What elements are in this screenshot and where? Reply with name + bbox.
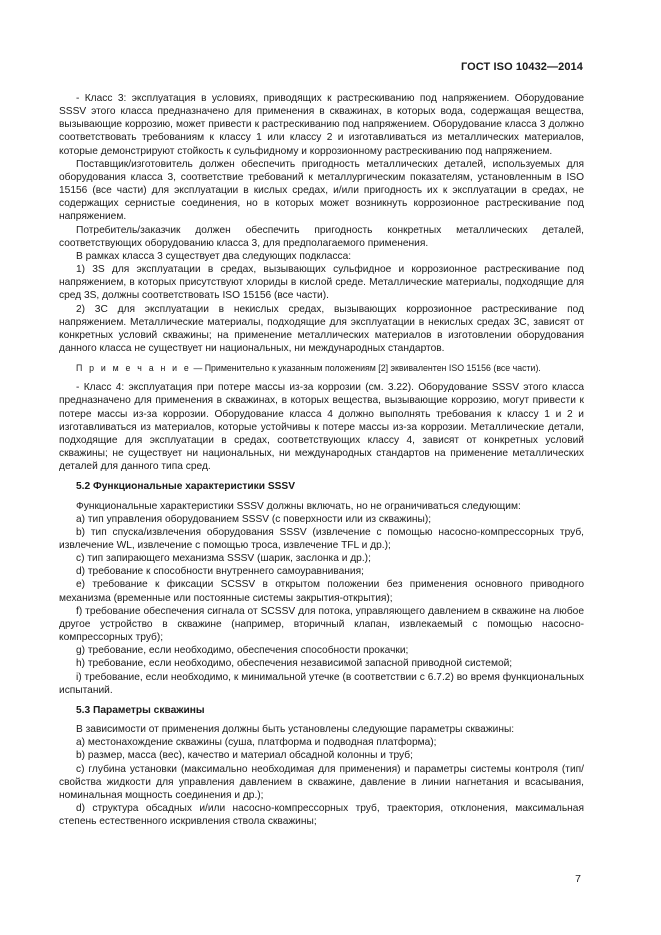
paragraph-supplier: Поставщик/изготовитель должен обеспечить пригодность металлических деталей, используемых для оборудования класса 3, соответствие требований к металлургическим показателям, установленным в ISO 15156 (все части) для эксплуатации в кислых средах, и/или пригодность их к эксплуатации в средах, не содержащих сернистые соединения, но в которых может возникнуть коррозионное растрескивание под напряжением. [59,158,584,223]
note [59,362,584,375]
list-item: В зависимости от применения должны быть установлены следующие параметры скважины: [76,724,515,736]
list-item: i) требование, если необходимо, к минимальной утечке (в соответствии с 6.7.2) во время функциональных испытаний. [59,671,584,696]
list-item: e) требование к фиксации SCSSV в открытом положении без применения основного приводного механизма (временные или постоянные системы закрытия-открытия); [59,579,584,604]
paragraph-class4: - Класс 4: эксплуатация при потере массы из-за коррозии (см. 3.22). Оборудование SSSV этого класса предназначено для применения в скважинах, в которых вещества, вызывающие коррозию, могут привести к потере массы из-за коррозии. Оборудование класса 4 должно выполнять требования к классу 1 и 2 и изготавливаться из материалов, которые устойчивы к потере массы из-за коррозии. Металлические детали, подходящие для эксплуатации в средах, соответствующих классу 4, зависят от конкретных условий скважины; не существует ни национальных, ни международных стандартов на применение металлических деталей для данного типа сред. [59,382,584,473]
note-text: — Применительно к указанным положениям [2] эквивалентен ISO 15156 (все части). [191,363,541,374]
page-number: 7 [575,873,581,885]
paragraph-subclass-3c: 2) 3C для эксплуатации в некислых средах, вызывающих коррозионное растрескивание под напряжением. Металлические материалы, подходящие для эксплуатации в некислых средах 3C, зависят от конкретных условий скважины; на применение металлических материалов в изготовлении оборудования данного класса не существует ни национальных, ни международных стандартов. [59,303,584,354]
list-item: c) тип запирающего механизма SSSV (шарик, заслонка и др.); [76,553,371,565]
list-item: d) требование к способности внутреннего самоуравнивания; [76,566,364,578]
document-header: ГОСТ ISO 10432—2014 [460,61,583,73]
list-item: b) тип спуска/извлечения оборудования SSSV (извлечение с помощью насосно-компрессорных труб, извлечение WL, извлечение с помощью троса, извлечение TFL и др.); [59,526,584,551]
list-item: Функциональные характеристики SSSV должны включать, но не ограничиваться следующим: [76,500,521,512]
list-item: a) местонахождение скважины (суша, платформа и подводная платформа); [76,737,437,749]
list-item: a) тип управления оборудованием SSSV (с поверхности или из скважины); [76,513,432,525]
document-body [59,92,584,828]
paragraph-subclasses-intro: В рамках класса 3 существует два следующих подкласса: [76,250,352,262]
list-item: b) размер, масса (вес), качество и материал обсадной колонны и труб; [76,750,413,762]
section-heading-5-3: 5.3 Параметры скважины [76,704,205,716]
paragraph-customer: Потребитель/заказчик должен обеспечить пригодность конкретных металлических деталей, соответствующих оборудованию класса 3, для предполагаемого применения. [59,224,584,249]
note-label: П р и м е ч а н и е [76,363,192,374]
list-item: c) глубина установки (максимально необходимая для применения) и параметры системы контроля (тип/свойства жидкости для управления давлением в скважине, давление в линии нагнетания и всасывания, номинальная мощность соединения и др.); [59,763,584,801]
list-item: d) структура обсадных и/или насосно-компрессорных труб, траектория, отклонения, максимальная степень естественного искривления ствола скважины; [59,802,584,828]
paragraph-class3: - Класс 3: эксплуатация в условиях, приводящих к растрескиванию под напряжением. Оборудование SSSV этого класса предназначено для применения в скважинах, в которых вода, содержащая вещества, вызывающие коррозию, может привести к растрескиванию под напряжением. Оборудование класса 3 должно соответствовать требованиям к классу 1 или классу 2 и изготавливаться из металлических материалов, которые демонстрируют стойкость к сульфидному и коррозионному растрескиванию под напряжением. [59,93,584,157]
list-item: f) требование обеспечения сигнала от SCSSV для потока, управляющего давлением в скважине на любое другое устройство в скважине (например, вторичный клапан, извлекаемый с помощью насосно-компрессорных труб); [59,605,584,644]
list-item: g) требование, если необходимо, обеспечения способности прокачки; [76,645,409,657]
list-item: h) требование, если необходимо, обеспечения независимой запасной приводной системой; [76,658,513,670]
paragraph-subclass-3s: 1) 3S для эксплуатации в средах, вызывающих сульфидное и коррозионное растрескивание под напряжением, в которых присутствуют хлориды в кислой среде. Металлические материалы, подходящие для сред 3S, должны соответствовать ISO 15156 (все части). [59,264,584,302]
section-heading-5-2: 5.2 Функциональные характеристики SSSV [76,481,296,493]
